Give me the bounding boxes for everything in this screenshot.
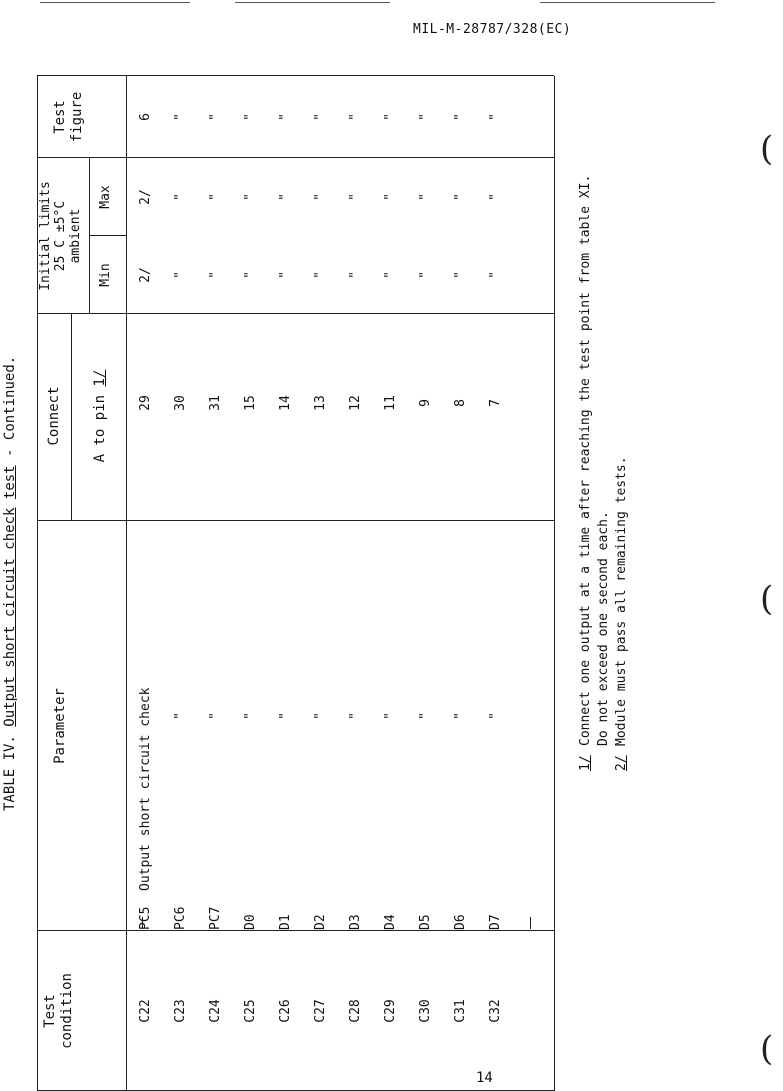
cell-condition: C23 bbox=[173, 999, 188, 1023]
cell-pin: 8 bbox=[453, 399, 468, 407]
header-connect: Connect bbox=[46, 386, 62, 446]
footnote-1-line1: Connect one output at a time after reaching the test point from table XI. bbox=[578, 174, 593, 746]
cell-figure: " bbox=[348, 113, 363, 121]
document-id: MIL-M-28787/328(EC) bbox=[413, 22, 572, 37]
table-header-rule bbox=[126, 76, 127, 1091]
connect-sub-rule bbox=[71, 314, 72, 521]
cell-signal: D3 bbox=[348, 914, 363, 930]
cell-condition: C30 bbox=[418, 999, 433, 1023]
cell-parameter: " bbox=[453, 712, 468, 720]
cell-pin: 7 bbox=[488, 399, 503, 407]
cell-signal: D1 bbox=[278, 914, 293, 930]
cell-parameter: " bbox=[243, 712, 258, 720]
cell-max: " bbox=[418, 193, 433, 201]
table-title-suffix: - Continued. bbox=[2, 355, 18, 457]
footnote-2-mark: 2/ bbox=[614, 755, 629, 771]
cell-max: " bbox=[208, 193, 223, 201]
cell-figure: " bbox=[208, 113, 223, 121]
cell-min: 2/ bbox=[138, 267, 153, 283]
cell-figure: " bbox=[418, 113, 433, 121]
cell-condition: C26 bbox=[278, 999, 293, 1023]
footnote-1-line2: Do not exceed one second each. bbox=[596, 511, 611, 746]
cell-min: " bbox=[173, 271, 188, 279]
cell-min: " bbox=[348, 271, 363, 279]
cell-parameter: " bbox=[173, 712, 188, 720]
table-label: TABLE IV. bbox=[2, 735, 18, 811]
cell-signal: PC5 bbox=[138, 906, 153, 930]
cell-parameter: " bbox=[418, 712, 433, 720]
cell-max: " bbox=[278, 193, 293, 201]
cell-signal: PC6 bbox=[173, 906, 188, 930]
cell-condition: C24 bbox=[208, 999, 223, 1023]
cell-figure: 6 bbox=[138, 113, 153, 121]
header-initial-limits-1: Initial limits bbox=[38, 181, 53, 291]
cell-condition: C31 bbox=[453, 999, 468, 1023]
cell-max: " bbox=[313, 193, 328, 201]
table-title bbox=[2, 356, 18, 811]
cell-min: " bbox=[488, 271, 503, 279]
cell-parameter: " bbox=[488, 712, 503, 720]
cell-parameter: " bbox=[278, 712, 293, 720]
cell-parameter: " bbox=[208, 712, 223, 720]
binding-mark-1: ( bbox=[760, 129, 774, 169]
table-title-test: test bbox=[2, 465, 18, 500]
cell-figure: " bbox=[383, 113, 398, 121]
header-a-to-pin bbox=[92, 370, 108, 463]
table-border-right bbox=[37, 75, 554, 76]
cell-figure: " bbox=[488, 113, 503, 121]
cell-signal: D6 bbox=[453, 914, 468, 930]
cell-pin: 13 bbox=[313, 395, 328, 411]
cell-pin: 9 bbox=[418, 399, 433, 407]
limits-sub-rule bbox=[89, 158, 90, 314]
cell-max: " bbox=[348, 193, 363, 201]
header-a-to-pin-note: 1/ bbox=[92, 369, 108, 387]
cell-condition: C32 bbox=[488, 999, 503, 1023]
table-border-bottom bbox=[554, 76, 555, 1091]
cell-signal: D4 bbox=[383, 914, 398, 930]
cell-condition: C25 bbox=[243, 999, 258, 1023]
cell-condition: C22 bbox=[138, 999, 153, 1023]
header-test-figure-1: Test bbox=[52, 100, 68, 134]
cell-figure: " bbox=[313, 113, 328, 121]
cell-pin: 15 bbox=[243, 395, 258, 411]
header-a-to-pin-text: A to pin bbox=[92, 394, 108, 463]
col-divider-limits bbox=[37, 157, 554, 158]
cell-pin: 11 bbox=[383, 395, 398, 411]
header-test-condition-1: Test bbox=[42, 994, 58, 1028]
header-max: Max bbox=[98, 185, 113, 209]
signal-bar-2 bbox=[530, 917, 531, 929]
cell-max: " bbox=[173, 193, 188, 201]
cell-pin: 31 bbox=[208, 395, 223, 411]
cell-parameter: Output short circuit check bbox=[138, 687, 153, 891]
min-max-divider bbox=[89, 235, 126, 236]
cell-min: " bbox=[383, 271, 398, 279]
cell-signal: D5 bbox=[418, 914, 433, 930]
cell-min: " bbox=[313, 271, 328, 279]
binding-mark-2: ( bbox=[760, 579, 774, 619]
header-test-figure-2: figure bbox=[69, 91, 85, 143]
cell-min: " bbox=[243, 271, 258, 279]
cell-min: " bbox=[418, 271, 433, 279]
footnote-2-line1: Module must pass all remaining tests. bbox=[614, 456, 629, 746]
cell-min: " bbox=[208, 271, 223, 279]
cell-pin: 29 bbox=[138, 395, 153, 411]
cell-figure: " bbox=[173, 113, 188, 121]
cell-signal: D2 bbox=[313, 914, 328, 930]
cell-signal: D0 bbox=[243, 914, 258, 930]
cell-figure: " bbox=[453, 113, 468, 121]
footnote-1-mark: 1/ bbox=[578, 755, 593, 771]
cell-max: " bbox=[488, 193, 503, 201]
cell-parameter: " bbox=[383, 712, 398, 720]
cell-signal: PC7 bbox=[208, 906, 223, 930]
col-divider-parameter bbox=[37, 520, 554, 521]
cell-pin: 30 bbox=[173, 395, 188, 411]
cell-condition: C28 bbox=[348, 999, 363, 1023]
cell-min: " bbox=[278, 271, 293, 279]
cell-condition: C29 bbox=[383, 999, 398, 1023]
cell-condition: C27 bbox=[313, 999, 328, 1023]
header-test-condition-2: condition bbox=[59, 973, 75, 1049]
cell-max: " bbox=[453, 193, 468, 201]
col-divider-connect bbox=[37, 313, 554, 314]
header-initial-limits-3: ambient bbox=[68, 208, 83, 264]
header-parameter: Parameter bbox=[52, 688, 68, 764]
page-number: 14 bbox=[476, 1070, 493, 1086]
cell-signal: D7 bbox=[488, 914, 503, 930]
cell-min: " bbox=[453, 271, 468, 279]
cell-pin: 12 bbox=[348, 395, 363, 411]
cell-max: 2/ bbox=[138, 189, 153, 205]
table-title-main: Output short circuit check bbox=[2, 507, 18, 727]
cell-figure: " bbox=[278, 113, 293, 121]
cell-max: " bbox=[383, 193, 398, 201]
header-initial-limits-2: 25 C ±5°C bbox=[53, 200, 68, 272]
binding-mark-3: ( bbox=[760, 1029, 774, 1069]
cell-figure: " bbox=[243, 113, 258, 121]
cell-parameter: " bbox=[313, 712, 328, 720]
cell-parameter: " bbox=[348, 712, 363, 720]
cell-max: " bbox=[243, 193, 258, 201]
header-min: Min bbox=[98, 263, 113, 287]
col-divider-condition bbox=[37, 930, 554, 931]
cell-pin: 14 bbox=[278, 395, 293, 411]
